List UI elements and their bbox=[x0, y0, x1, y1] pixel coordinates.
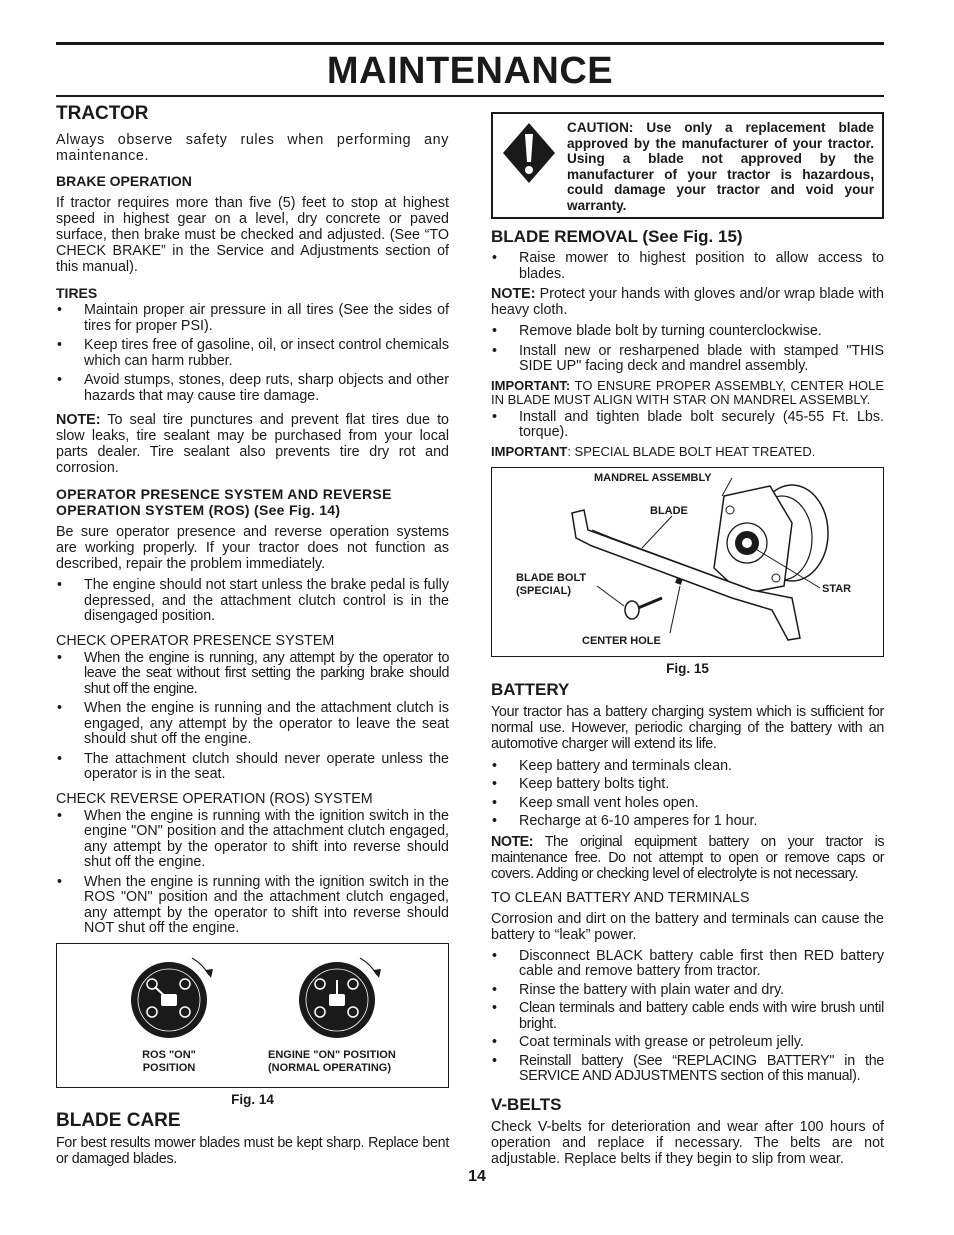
blade-bolt-special-label: (SPECIAL) bbox=[516, 584, 571, 597]
mandrel-label: MANDREL ASSEMBLY bbox=[594, 471, 712, 484]
fig-15-caption: Fig. 15 bbox=[666, 660, 709, 676]
list-item: • Clean terminals and battery cable ends with wire brush until bright. bbox=[491, 1001, 884, 1032]
list-item: • Keep battery and terminals clean. bbox=[491, 759, 884, 775]
tractor-intro: Always observe safety rules when performing any maintenance. bbox=[56, 132, 449, 164]
important-label: IMPORTANT: bbox=[491, 377, 571, 393]
blade-removal-list-2 bbox=[491, 324, 884, 375]
page-number: 14 bbox=[468, 1168, 486, 1185]
battery-heading: BATTERY bbox=[491, 679, 570, 699]
list-item: • Rinse the battery with plain water and dry. bbox=[491, 983, 884, 999]
list-item: • Keep small vent holes open. bbox=[491, 796, 884, 812]
note-label: NOTE: bbox=[491, 286, 536, 302]
blade-removal-list-3 bbox=[491, 410, 884, 441]
page-title: MAINTENANCE bbox=[326, 50, 614, 92]
vbelts-heading: V-BELTS bbox=[491, 1094, 562, 1114]
battery-text: Your tractor has a battery charging system which is sufficient for normal use. However, periodic charging of the battery with an automotive charger will extend its life. bbox=[491, 703, 884, 752]
engine-on-switch-icon bbox=[299, 958, 381, 1038]
list-item: • When the engine is running, any attempt by the operator to leave the seat without first setting the parking brake should shut off the engine. bbox=[56, 651, 449, 698]
list-item: • Disconnect BLACK battery cable first then RED battery cable and remove battery from tractor. bbox=[491, 949, 884, 980]
list-item: • Remove blade bolt by turning counterclockwise. bbox=[491, 324, 884, 340]
left-column bbox=[56, 100, 449, 1167]
note-text: To seal tire punctures and prevent flat tires due to slow leaks, tire sealant may be purchased from your local parts dealer. Tire sealant also prevents tire dry rot and corrosion. bbox=[56, 412, 449, 476]
ops-list bbox=[56, 578, 449, 625]
blade-removal-heading: BLADE REMOVAL (See Fig. 15) bbox=[491, 227, 743, 246]
list-item: • Keep battery bolts tight. bbox=[491, 777, 884, 793]
figure-14 bbox=[56, 943, 449, 1088]
note-label: NOTE: bbox=[56, 412, 101, 428]
ops-heading: OPERATOR PRESENCE SYSTEM AND REVERSE OPERATION SYSTEM (ROS) (See Fig. 14) bbox=[56, 486, 392, 518]
list-item: • Raise mower to highest position to allow access to blades. bbox=[491, 251, 884, 282]
check-ros-list bbox=[56, 809, 449, 937]
tires-note bbox=[56, 412, 449, 476]
battery-note bbox=[491, 834, 884, 882]
brake-heading: BRAKE OPERATION bbox=[56, 173, 192, 189]
blade-removal-note bbox=[491, 286, 884, 318]
brake-text: If tractor requires more than five (5) feet to stop at highest speed in highest gear on a level, dry concrete or paved surface, then brake must be checked and adjusted. (See “TO CHECK BRAKE” in the Service and Adjustments section of this manual). bbox=[56, 195, 449, 275]
list-item: • Avoid stumps, stones, deep ruts, sharp objects and other hazards that may cause tire damage. bbox=[56, 373, 449, 404]
list-item: • Maintain proper air pressure in all tires (See the sides of tires for proper PSI). bbox=[56, 303, 449, 334]
check-ops-heading: CHECK OPERATOR PRESENCE SYSTEM bbox=[56, 632, 335, 649]
ros-on-switch-icon bbox=[131, 958, 213, 1038]
fig-14-caption: Fig. 14 bbox=[231, 1091, 274, 1107]
list-item: • The engine should not start unless the brake pedal is fully depressed, and the attachment clutch control is in the disengaged position. bbox=[56, 578, 449, 625]
clean-battery-list bbox=[491, 949, 884, 1085]
important-label: IMPORTANT bbox=[491, 443, 568, 459]
check-ros-heading: CHECK REVERSE OPERATION (ROS) SYSTEM bbox=[56, 790, 373, 807]
clean-battery-text: Corrosion and dirt on the battery and terminals can cause the battery to “leak” power. bbox=[491, 910, 884, 943]
ros-on-label: ROS "ON" POSITION bbox=[142, 1048, 196, 1074]
warning-icon bbox=[501, 120, 557, 186]
caution-text: CAUTION: Use only a replacement blade approved by the manufacturer of your tractor. Using a blade not approved by the manufacturer of your tractor is hazardous, could damage your tractor and void your warranty. bbox=[567, 120, 874, 213]
blade-label: BLADE bbox=[650, 504, 688, 517]
list-item: • When the engine is running with the ignition switch in the engine "ON" position and the attachment clutch engaged, any attempt by the operator to shift into reverse should shut off the engine. bbox=[56, 809, 449, 871]
blade-bolt-icon bbox=[625, 598, 662, 619]
list-item: • Coat terminals with grease or petroleum jelly. bbox=[491, 1035, 884, 1051]
blade-assembly-diagram bbox=[492, 468, 882, 654]
tractor-heading: TRACTOR bbox=[56, 103, 149, 124]
right-column bbox=[491, 112, 884, 1167]
important-note-2 bbox=[491, 445, 884, 459]
list-item: • Install new or resharpened blade with stamped "THIS SIDE UP" facing deck and mandrel assembly. bbox=[491, 344, 884, 375]
top-rule bbox=[56, 42, 884, 45]
note-text: The original equipment battery on your tractor is maintenance free. Do not attempt to open or remove caps or covers. Adding or checking level of electrolyte is not necessary. bbox=[491, 833, 884, 882]
engine-on-label: ENGINE "ON" POSITION (NORMAL OPERATING) bbox=[268, 1048, 396, 1074]
blade-bolt-label: BLADE BOLT bbox=[516, 571, 587, 584]
blade-care-heading: BLADE CARE bbox=[56, 1109, 181, 1131]
list-item: • Install and tighten blade bolt securely (45-55 Ft. Lbs. torque). bbox=[491, 410, 884, 441]
tires-list bbox=[56, 303, 449, 404]
clean-battery-heading: TO CLEAN BATTERY AND TERMINALS bbox=[491, 889, 750, 906]
battery-list bbox=[491, 759, 884, 830]
center-hole-label: CENTER HOLE bbox=[582, 634, 661, 647]
vbelts-text: Check V-belts for deterioration and wear after 100 hours of operation and replace if necessary. The belts are not adjustable. Replace belts if they begin to slip from wear. bbox=[491, 1118, 884, 1167]
blade-care-text: For best results mower blades must be kept sharp. Replace bent or damaged blades. bbox=[56, 1134, 449, 1167]
blade-removal-list-1 bbox=[491, 251, 884, 282]
ops-text: Be sure operator presence and reverse operation systems are working properly. If your tractor does not function as described, repair the problem immediately. bbox=[56, 524, 449, 572]
important-text: TO ENSURE PROPER ASSEMBLY, CENTER HOLE IN BLADE MUST ALIGN WITH STAR ON MANDREL ASSEMBLY. bbox=[491, 377, 884, 407]
star-label: STAR bbox=[822, 582, 852, 595]
mandrel-assembly-icon bbox=[714, 485, 828, 594]
figure-15 bbox=[491, 467, 884, 657]
title-underline bbox=[56, 95, 884, 97]
list-item: • Keep tires free of gasoline, oil, or insect control chemicals which can harm rubber. bbox=[56, 338, 449, 369]
note-label: NOTE: bbox=[491, 833, 533, 850]
list-item: • Recharge at 6-10 amperes for 1 hour. bbox=[491, 814, 884, 830]
list-item: • When the engine is running with the ignition switch in the ROS "ON" position and the attachment clutch engaged, any attempt by the operator to shift into reverse should NOT shut off the engine. bbox=[56, 875, 449, 937]
caution-box bbox=[491, 112, 884, 219]
note-text: Protect your hands with gloves and/or wrap blade with heavy cloth. bbox=[491, 286, 884, 318]
important-note-1 bbox=[491, 379, 884, 407]
important-text: : SPECIAL BLADE BOLT HEAT TREATED. bbox=[567, 443, 816, 459]
ignition-switch-diagram bbox=[57, 950, 447, 1050]
list-item: • Reinstall battery (See “REPLACING BATTERY" in the SERVICE AND ADJUSTMENTS section of this manual). bbox=[491, 1054, 884, 1085]
list-item: • The attachment clutch should never operate unless the operator is in the seat. bbox=[56, 752, 449, 783]
tires-heading: TIRES bbox=[56, 285, 98, 301]
list-item: • When the engine is running and the attachment clutch is engaged, any attempt by the operator to leave the seat should shut off the engine. bbox=[56, 701, 449, 748]
check-ops-list bbox=[56, 651, 449, 783]
